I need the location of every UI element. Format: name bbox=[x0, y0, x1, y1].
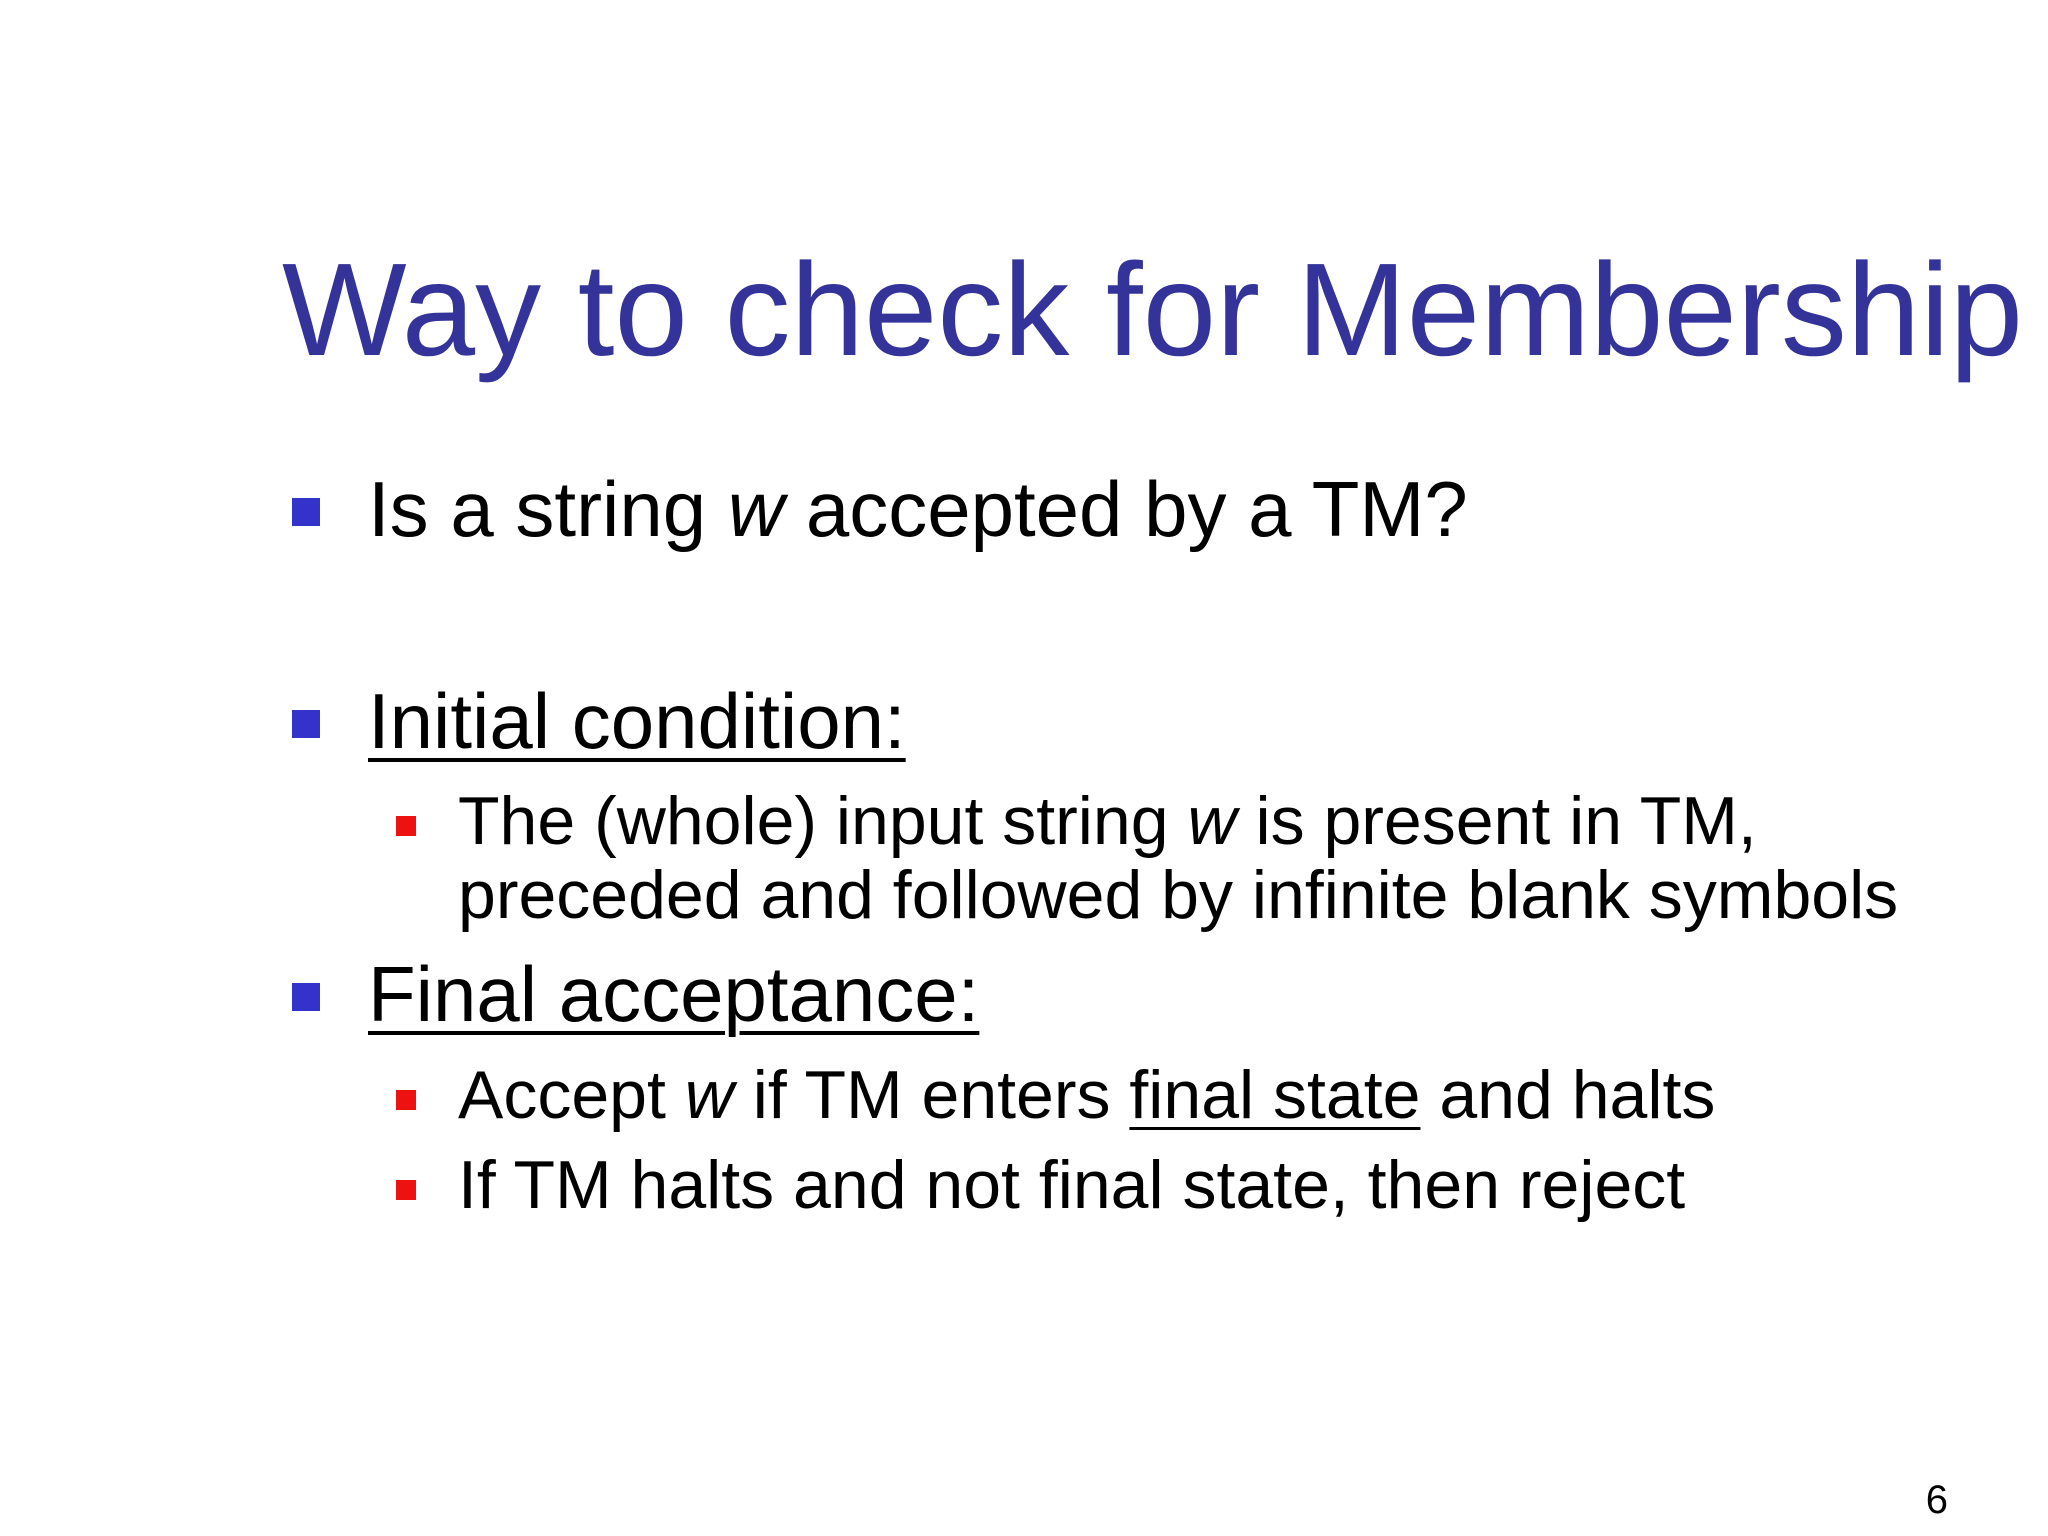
bullet-text-part: The (whole) input string bbox=[458, 783, 1188, 859]
underlined-final-state: final state bbox=[1129, 1057, 1421, 1133]
heading-final-acceptance: Final acceptance: bbox=[368, 950, 980, 1038]
bullet-text-part: is present in TM, bbox=[1236, 783, 1757, 859]
variable-w: w bbox=[684, 1057, 734, 1133]
subbullet-text-reject-rule: If TM halts and not final state, then reject bbox=[458, 1147, 1686, 1223]
variable-w: w bbox=[727, 465, 785, 553]
bullet-square-icon bbox=[292, 498, 320, 526]
subbullet-text-input-string bbox=[458, 784, 1898, 932]
bullet-text-part: preceded and followed by infinite blank symbols bbox=[458, 857, 1899, 933]
bullet-text-membership-question bbox=[368, 465, 1468, 553]
bullet-text-part: if TM enters bbox=[733, 1057, 1130, 1133]
bullet-square-icon bbox=[292, 710, 320, 738]
bullet-square-icon bbox=[292, 983, 320, 1011]
subbullet-square-icon bbox=[396, 1180, 416, 1200]
slide-title: Way to check for Membership bbox=[282, 236, 2024, 383]
subbullet-square-icon bbox=[396, 816, 416, 836]
bullet-text-part: accepted by a TM? bbox=[784, 465, 1468, 553]
subbullet-square-icon bbox=[396, 1090, 416, 1110]
bullet-text-part: and halts bbox=[1420, 1057, 1716, 1133]
bullet-text-part: Accept bbox=[458, 1057, 685, 1133]
bullet-text-part: Is a string bbox=[368, 465, 728, 553]
heading-initial-condition: Initial condition: bbox=[368, 677, 906, 765]
subbullet-text-accept-rule bbox=[458, 1058, 1715, 1132]
page-number: 6 bbox=[1925, 1478, 1948, 1522]
variable-w: w bbox=[1187, 783, 1237, 859]
